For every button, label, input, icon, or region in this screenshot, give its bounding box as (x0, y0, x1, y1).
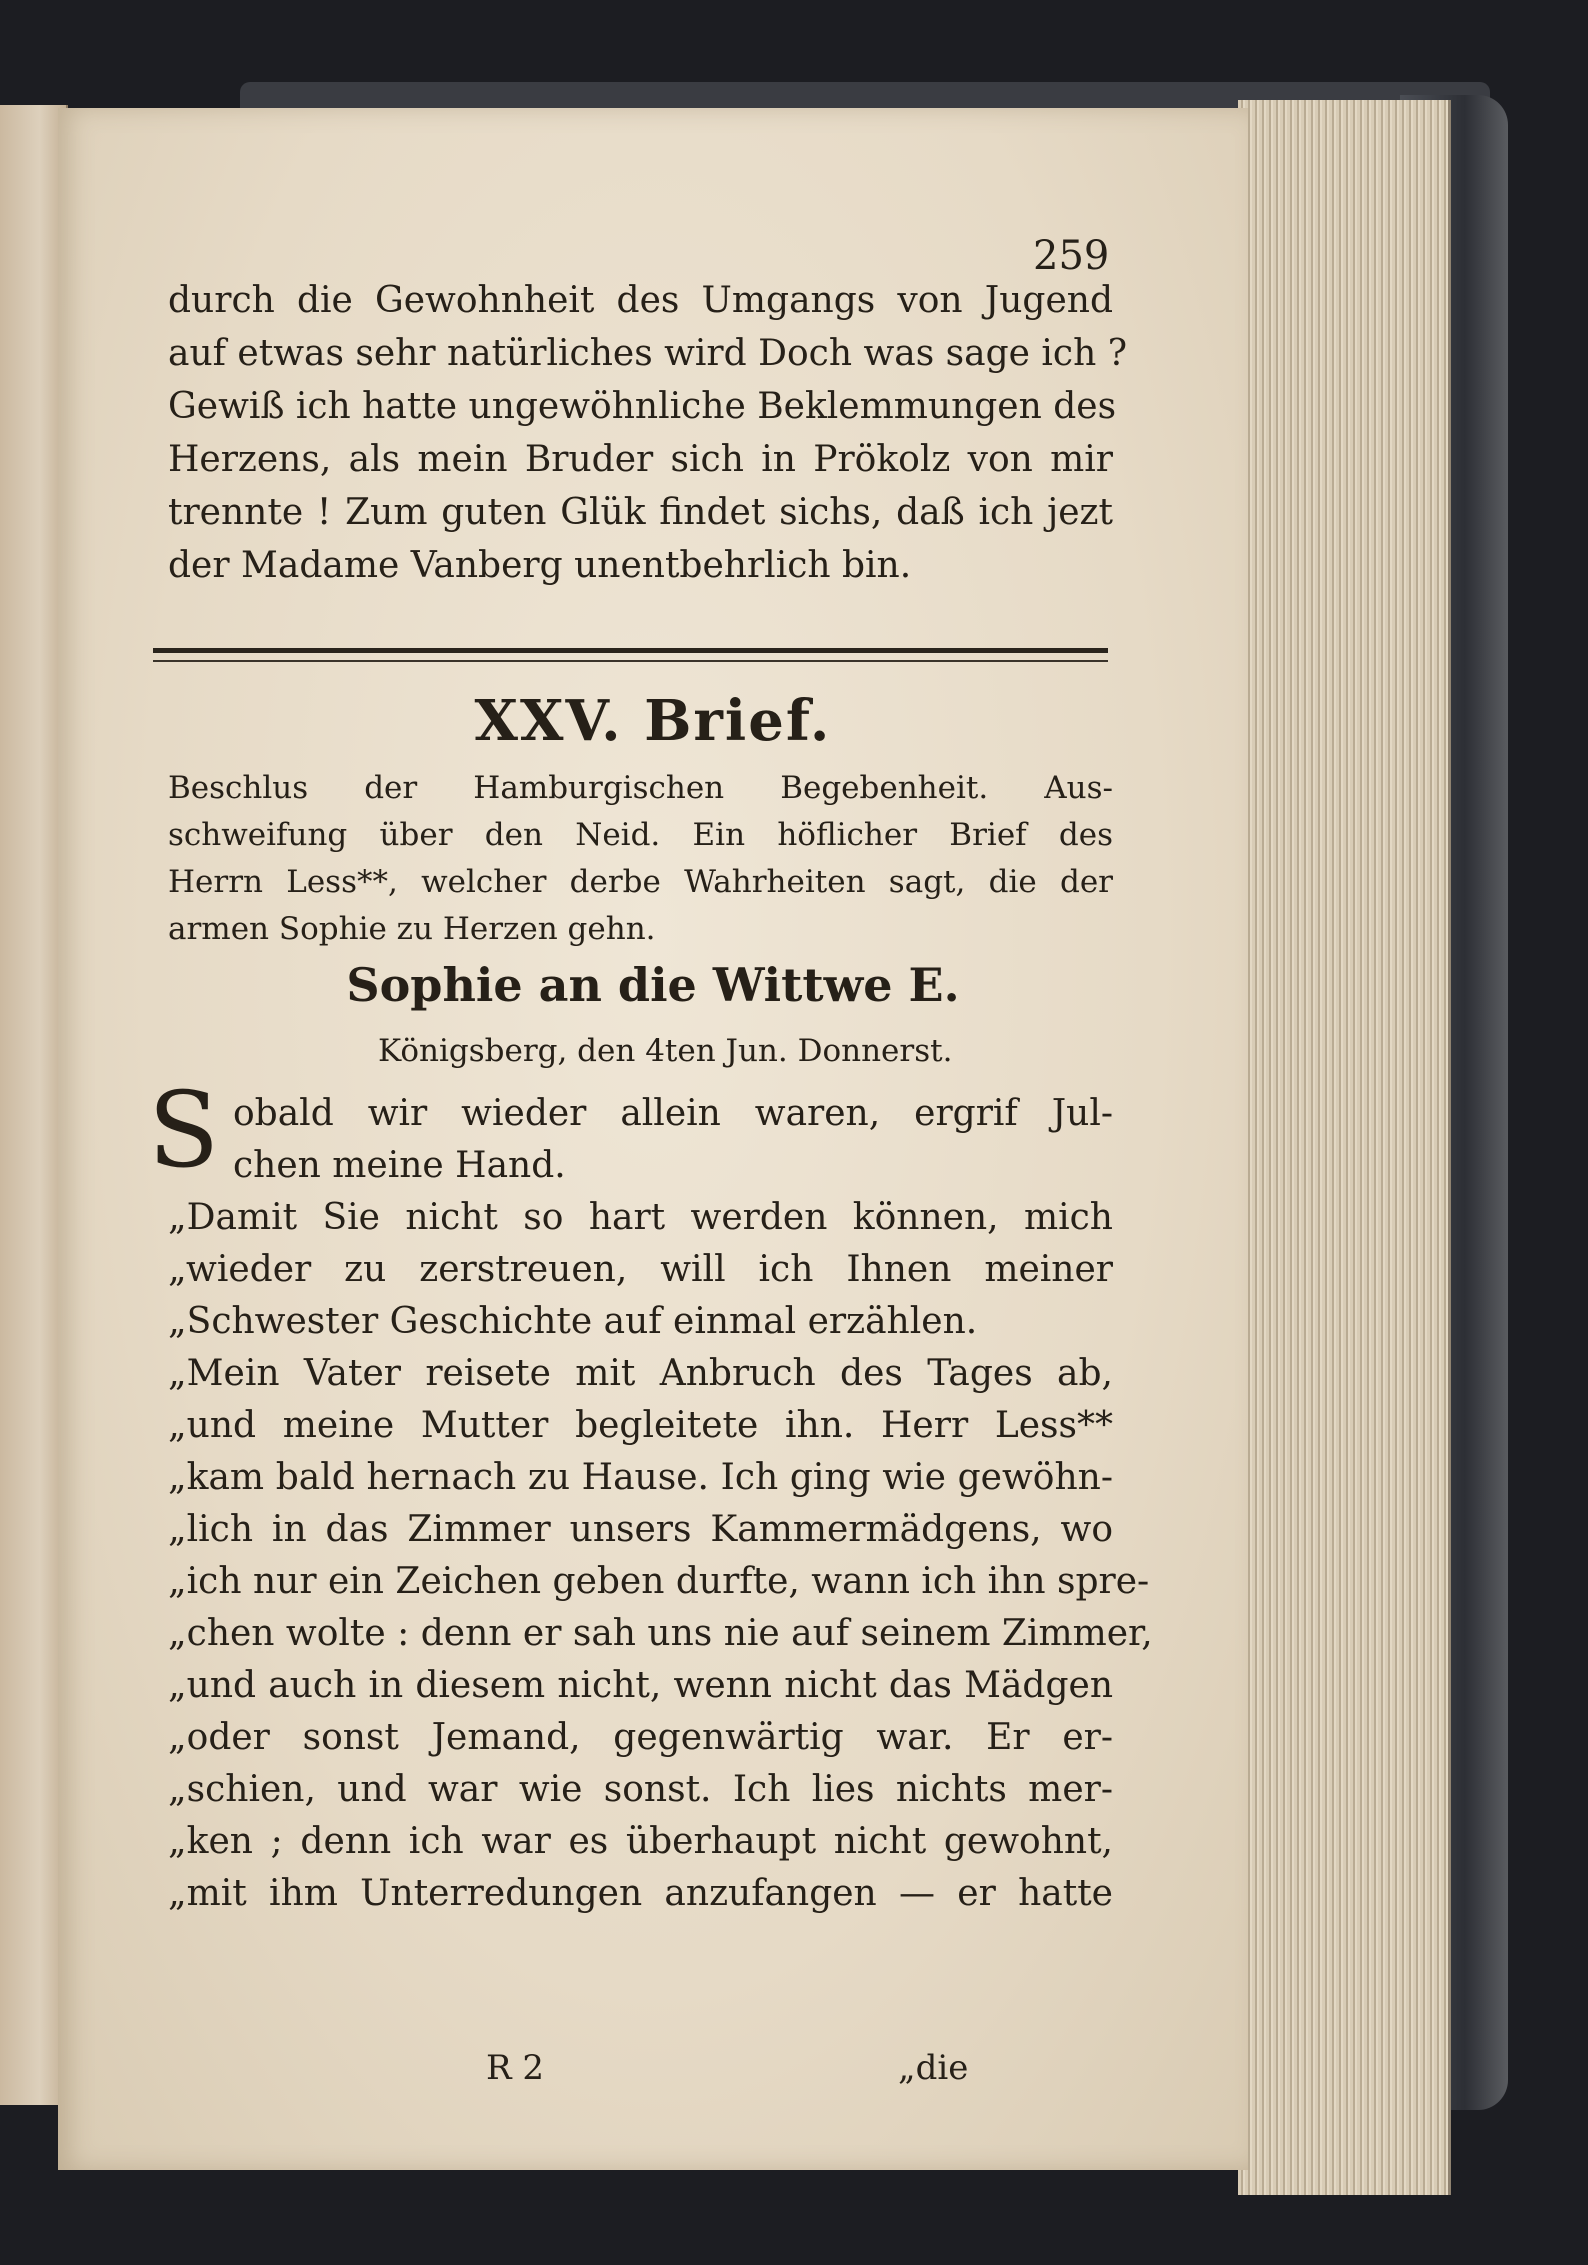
text-line: obald wir wieder allein waren, ergrif Jul- (233, 1093, 1113, 1134)
drop-cap: S (148, 1069, 220, 1191)
text-line: „Mein Vater reisete mit Anbruch des Tages ab, (168, 1353, 1113, 1394)
signature-mark: R 2 (486, 2048, 545, 2088)
text-line: „und auch in diesem nicht, wenn nicht das Mädgen (168, 1665, 1113, 1706)
text-line: „ich nur ein Zeichen geben durfte, wann ich ihn spre- (168, 1561, 1150, 1602)
text-line: „kam bald hernach zu Hause. Ich ging wie gewöhn- (168, 1457, 1113, 1498)
text-line: „schien, und war wie sonst. Ich lies nichts mer- (168, 1769, 1113, 1810)
letter-heading: XXV. Brief. (474, 688, 832, 754)
text-line: „Schwester Geschichte auf einmal erzählen. (168, 1301, 978, 1342)
text-line: chen meine Hand. (233, 1145, 566, 1186)
text-line: Gewiß ich hatte ungewöhnliche Beklemmungen des (168, 386, 1117, 427)
text-line: durch die Gewohnheit des Umgangs von Jugend (168, 280, 1113, 321)
text-line: „mit ihm Unterredungen anzufangen — er hatte (168, 1873, 1113, 1914)
text-line: trennte ! Zum guten Glük findet sichs, daß ich jezt (168, 492, 1113, 533)
summary-line: armen Sophie zu Herzen gehn. (168, 911, 656, 947)
text-line: „oder sonst Jemand, gegenwärtig war. Er er- (168, 1717, 1113, 1758)
text-line: „Damit Sie nicht so hart werden können, mich (168, 1197, 1113, 1238)
place-date: Königsberg, den 4ten Jun. Donnerst. (378, 1033, 953, 1069)
text-line: „wieder zu zerstreuen, will ich Ihnen meiner (168, 1249, 1113, 1290)
text-line: Herzens, als mein Bruder sich in Prökolz von mir (168, 439, 1113, 480)
text-line: der Madame Vanberg unentbehrlich bin. (168, 545, 912, 586)
page-number: 259 (1033, 233, 1110, 279)
letter-address: Sophie an die Wittwe E. (346, 958, 960, 1012)
catchword: „die (898, 2048, 969, 2088)
section-rule (153, 648, 1108, 653)
text-line: auf etwas sehr natürliches wird Doch was sage ich ? (168, 333, 1127, 374)
text-line: „und meine Mutter begleitete ihn. Herr Less** (168, 1405, 1113, 1446)
summary-line: schweifung über den Neid. Ein höflicher Brief des (168, 817, 1113, 853)
page-block-edges (1238, 100, 1451, 2195)
summary-line: Beschlus der Hamburgischen Begebenheit. Aus- (168, 770, 1113, 806)
text-line: „lich in das Zimmer unsers Kammermädgens, wo (168, 1509, 1113, 1550)
book-page (58, 108, 1248, 2170)
section-rule-thin (153, 660, 1108, 662)
text-line: „chen wolte : denn er sah uns nie auf seinem Zimmer, (168, 1613, 1153, 1654)
text-line: „ken ; denn ich war es überhaupt nicht gewohnt, (168, 1821, 1113, 1862)
summary-line: Herrn Less**, welcher derbe Wahrheiten sagt, die der (168, 864, 1113, 900)
